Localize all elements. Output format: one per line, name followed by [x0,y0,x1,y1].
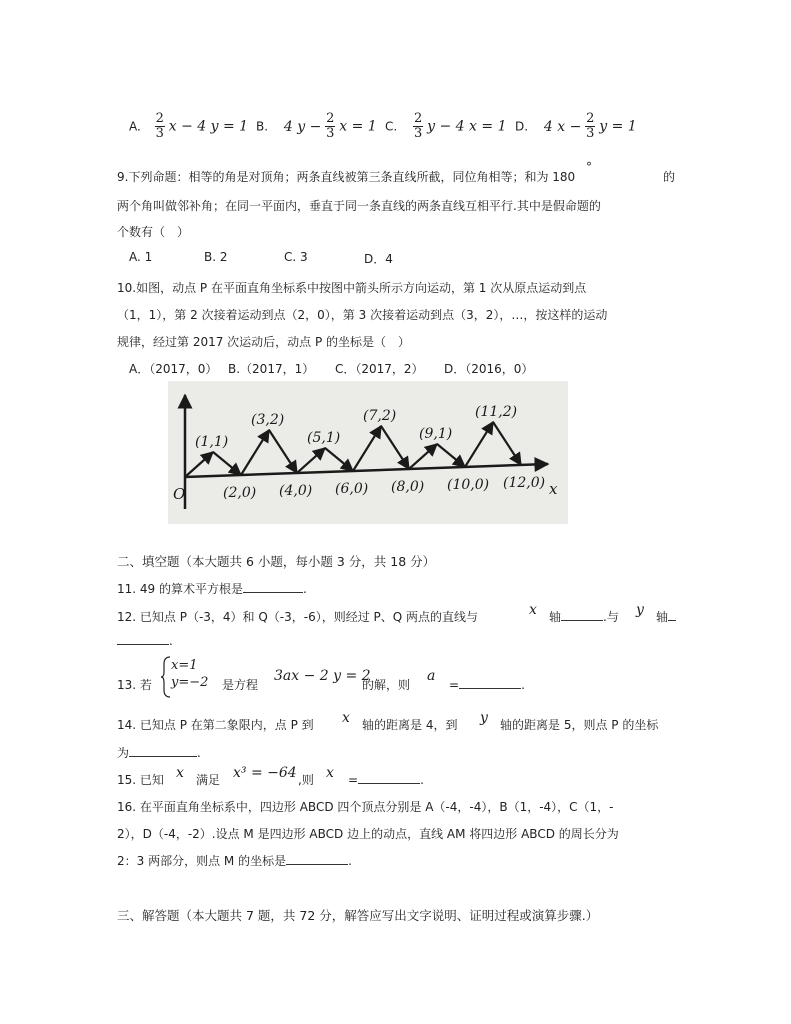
q15-equation: x³ = −64 [233,765,297,781]
point-label: (2,0) [223,484,257,501]
q13-answer: = . [449,678,525,692]
q15-mid-2: ,则 [298,773,314,787]
q12-part-4: 轴 [656,608,676,625]
path-segment [409,444,437,469]
answer-blank[interactable] [459,676,521,689]
q14-part-3: 轴的距离是 5，则点 P 的坐标 [500,718,659,732]
fraction: $\frac{2}{3}$ [586,111,595,141]
q10-line-3: 规律，经过第 2017 次运动后，动点 P 的坐标是（ ） [117,335,411,349]
q12-part-2: 轴 .与 [549,610,619,624]
path-segment [493,422,521,465]
q15-answer: = . [348,773,424,787]
q12-text: 12. 已知点 P（-3，4）和 Q（-3，-6），则经过 P、Q 两点的直线与 [117,610,479,624]
var-x: x [176,765,184,781]
point-label: (5,1) [307,429,341,446]
answer-blank[interactable] [286,852,348,865]
q10-line-1: 10.如图，动点 P 在平面直角坐标系中按图中箭头所示方向运动，第 1 次从原点运动到点 [117,281,587,295]
option-c: C. $\frac{2}{3}$ y − 4 x = 1 [385,111,507,141]
fraction: $\frac{2}{3}$ [155,111,164,141]
fraction: $\frac{2}{3}$ [414,111,423,141]
equation-system [171,657,208,691]
path-segment [213,452,241,475]
q9-line-2: 两个角叫做邻补角；在同一平面内，垂直于同一条直线的两条直线互相平行.其中是假命题的 [117,199,601,213]
q16-line-3: 2：3 两部分，则点 M 的坐标是 . [117,854,352,868]
degree-symbol: ° [586,160,592,174]
motion-figure [168,381,568,524]
path-segment [297,448,325,473]
option-b: B. 4 y − $\frac{2}{3}$ x = 1 [256,111,377,141]
point-label: (3,2) [251,411,285,428]
point-label: (4,0) [279,482,313,499]
q12-line-2: . [117,632,173,648]
x-axis-label: x [549,480,558,498]
q14-part-2: 轴的距离是 4，到 [362,718,458,732]
q10-option-d: D．（2016，0） [444,362,534,376]
q16-line-1: 16. 在平面直角坐标系中，四边形 ABCD 四个顶点分别是 A（-4，-4），B（1，-4），C（1，- [117,800,614,814]
q14-line-2: 为 . [117,746,201,760]
q10-option-c: C．（2017，2） [335,362,424,376]
point-label: (10,0) [447,476,490,493]
path-segment [241,430,269,475]
path-segment [437,444,465,467]
q13-mid-2: 的解，则 [362,678,411,692]
path-segment [185,452,213,477]
origin-label: O [173,485,186,503]
q9-option-c: C. 3 [284,250,308,264]
q9-option-a: A. 1 [129,250,153,264]
question-11: 11. 49 的算术平方根是 . [117,582,307,596]
path-segment [381,426,409,469]
point-label: (6,0) [335,480,369,497]
path-segment [269,430,297,473]
option-a: A. $\frac{2}{3}$ x − 4 y = 1 [129,111,249,141]
section-3-title: 三、解答题（本大题共 7 题，共 72 分，解答应写出文字说明、证明过程或演算步骤.） [117,908,599,923]
point-label: (11,2) [475,403,518,420]
var-y: y [480,710,488,726]
q10-option-b: B.（2017，1） [228,362,315,376]
motion-figure-svg [168,381,568,524]
var-a: a [427,668,436,684]
answer-blank[interactable] [129,744,197,757]
point-label: (1,1) [195,433,229,450]
q16-line-2: 2），D（-4，-2）.设点 M 是四边形 ABCD 边上的动点，直线 AM 将四边形 ABCD 的周长分为 [117,827,619,841]
q13-prefix: 13. 若 [117,678,152,692]
answer-blank[interactable] [358,771,420,784]
motion-path [185,422,521,477]
q9-line-1-end: 的 [663,170,676,184]
q10-line-2: （1，1），第 2 次接着运动到点（2，0），第 3 次接着运动到点（3，2），…，按这样的运动 [117,308,608,322]
q9-line-3: 个数有（ ） [117,225,190,239]
var-x: x [326,765,334,781]
var-y: y [636,602,644,618]
point-label: (7,2) [363,407,397,424]
q10-option-a: A．（2017，0） [129,362,218,376]
point-labels [195,404,545,501]
q9-option-b: B. 2 [204,250,228,264]
q15-mid: 满足 [196,773,221,787]
answer-blank[interactable] [668,608,676,621]
var-x: x [529,602,537,618]
answer-blank[interactable] [243,580,303,593]
var-x: x [342,710,350,726]
option-d: D. 4 x − $\frac{2}{3}$ y = 1 [515,111,637,141]
q9-line-1: 9.下列命题：相等的角是对顶角；两条直线被第三条直线所截，同位角相等；和为 180 [117,170,576,184]
fraction: $\frac{2}{3}$ [326,111,335,141]
section-2-title: 二、填空题（本大题共 6 小题，每小题 3 分，共 18 分） [117,554,436,569]
answer-blank[interactable] [117,632,169,645]
system-eq-2: y=−2 [171,675,209,690]
point-label: (12,0) [503,474,546,491]
answer-blank[interactable] [561,608,603,621]
point-label: (8,0) [391,478,425,495]
q14-text: 14. 已知点 P 在第二象限内，点 P 到 [117,718,314,732]
q13-mid: 是方程 [222,678,259,692]
q9-option-d: D．4 [364,252,393,266]
q13-equation: 3ax − 2 y = 2 [274,668,371,684]
system-eq-1: x=1 [171,658,198,673]
point-label: (9,1) [419,425,453,442]
path-segment [465,422,493,467]
path-segment [353,426,381,471]
path-segment [325,448,353,471]
q15-prefix: 15. 已知 [117,773,164,787]
